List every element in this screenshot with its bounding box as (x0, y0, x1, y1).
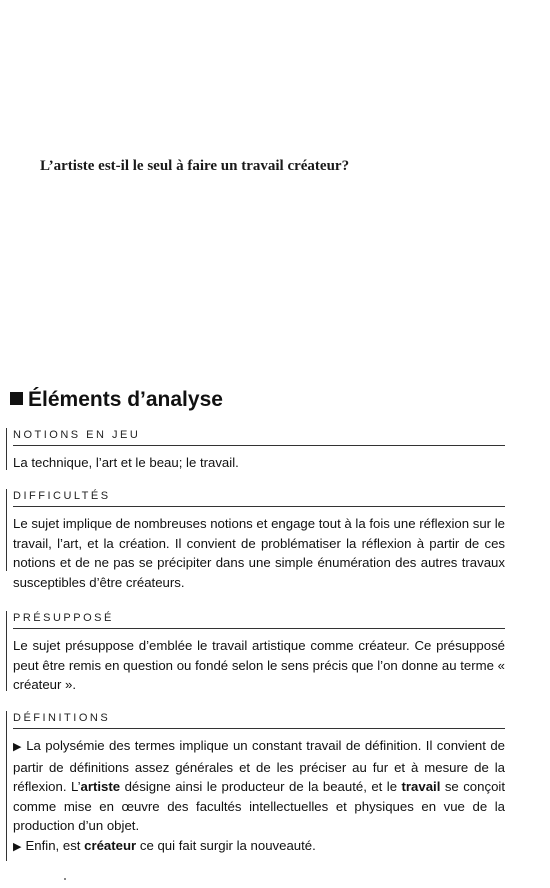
notions-block (13, 428, 505, 473)
section-title-text: Éléments d’analyse (28, 388, 223, 411)
section-title (10, 388, 223, 412)
difficultes-block (13, 489, 505, 592)
definitions-paragraph-1: ▶ La polysémie des termes implique un constant travail de définition. Il convient de partir de définitions assez générales et de les préciser au fur et à mesure de la réflexion. L’artiste désigne ainsi le producteur de la beauté, et le travail se conçoit comme mise en œuvre des facultés intellectuelles et physiques en vue de la production d’un objet. (13, 738, 506, 833)
notions-text: La technique, l’art et le beau; le travail. (13, 455, 239, 470)
term-artiste: artiste (80, 779, 121, 794)
presuppose-block (13, 611, 505, 695)
arrow-bullet-icon: ▶ (13, 741, 23, 753)
essay-question: L’artiste est-il le seul à faire un travail créateur? (40, 158, 350, 174)
definitions-paragraph-2: ▶ Enfin, est créateur ce qui fait surgir la nouveauté. (13, 837, 316, 853)
presuppose-heading: PRÉSUPPOSÉ (13, 611, 505, 629)
difficultes-text: Le sujet implique de nombreuses notions et engage tout à la fois une réflexion sur le travail, l’art, et la création. Il convient de problématiser la réflexion à partir de ces notions et de ne pas se précipiter dans une simple énumération des autres travaux susceptibles d’être créateurs. (13, 516, 505, 590)
definitions-heading: DÉFINITIONS (13, 711, 505, 729)
term-travail: travail (401, 779, 441, 794)
term-createur: créateur (84, 837, 137, 853)
arrow-bullet-icon: ▶ (13, 840, 22, 853)
notions-heading: NOTIONS EN JEU (13, 428, 505, 446)
definitions-block (13, 711, 505, 857)
presuppose-text: Le sujet présuppose d’emblée le travail artistique comme créateur. Ce présupposé peut être remis en question ou fondé selon le sens précis que l’on donne au terme « créateur ». (13, 638, 505, 692)
difficultes-heading: DIFFICULTÉS (13, 489, 505, 507)
scan-speck (64, 878, 66, 880)
square-bullet-icon (10, 392, 23, 405)
